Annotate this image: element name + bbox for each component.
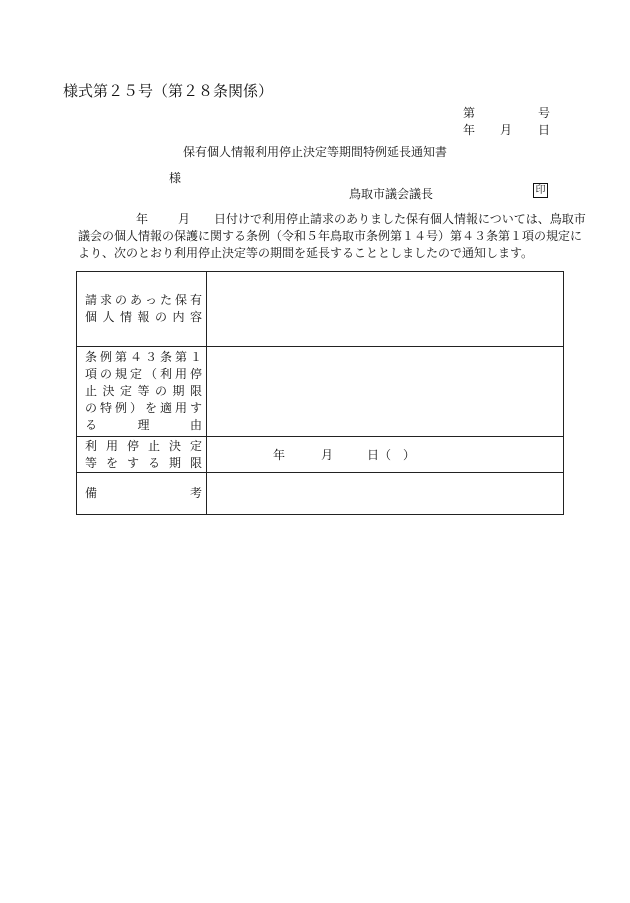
deadline-field[interactable]: [207, 437, 564, 473]
request-date-month: 月: [178, 212, 191, 226]
remarks-field[interactable]: [207, 473, 564, 515]
request-date-year: 年: [136, 212, 149, 226]
issuer-name: 鳥取市議会議長: [349, 187, 434, 201]
form-identifier: 様式第２５号（第２８条関係）: [63, 82, 274, 100]
table-row-requested-info: [77, 272, 564, 347]
document-number-label: 第: [463, 106, 476, 120]
notice-body-line-3: より、次のとおり利用停止決定等の期間を延長することとしましたので通知します。: [78, 246, 534, 260]
issue-date-year: 年: [463, 123, 476, 137]
reason-field[interactable]: [207, 347, 564, 437]
table-row-remarks: [77, 473, 564, 515]
notice-body-line-2: 議会の個人情報の保護に関する条例（令和５年鳥取市条例第１４号）第４３条第１項の規定に: [78, 229, 583, 243]
remarks-label: 備 考: [77, 473, 207, 515]
reason-label: 条例第４３条第１ 項の規定（利用停 止決定等の期限 の特例）を適用す る 理 由: [77, 347, 207, 437]
table-row-deadline: [77, 437, 564, 473]
deadline-day: 日（ ）: [367, 448, 416, 462]
requested-info-field[interactable]: [207, 272, 564, 347]
deadline-year: 年: [273, 448, 286, 462]
deadline-label: 利用停止決定 等をする期限: [77, 437, 207, 473]
document-title: 保有個人情報利用停止決定等期間特例延長通知書: [182, 145, 447, 159]
notice-body: [78, 211, 586, 262]
document-number-suffix: 号: [538, 106, 551, 120]
addressee-suffix: 様: [169, 171, 182, 185]
seal-mark: 印: [533, 183, 548, 198]
deadline-month: 月: [321, 448, 334, 462]
notice-body-line-1: 年 月 日付けで利用停止請求のありました保有個人情報については、鳥取市: [136, 212, 586, 226]
table-row-reason: [77, 347, 564, 437]
issue-date-month: 月: [500, 123, 513, 137]
issue-date-day: 日: [538, 123, 551, 137]
extension-form-table: [76, 271, 564, 515]
requested-info-label: 請求のあった保有 個人情報の内容: [77, 272, 207, 347]
